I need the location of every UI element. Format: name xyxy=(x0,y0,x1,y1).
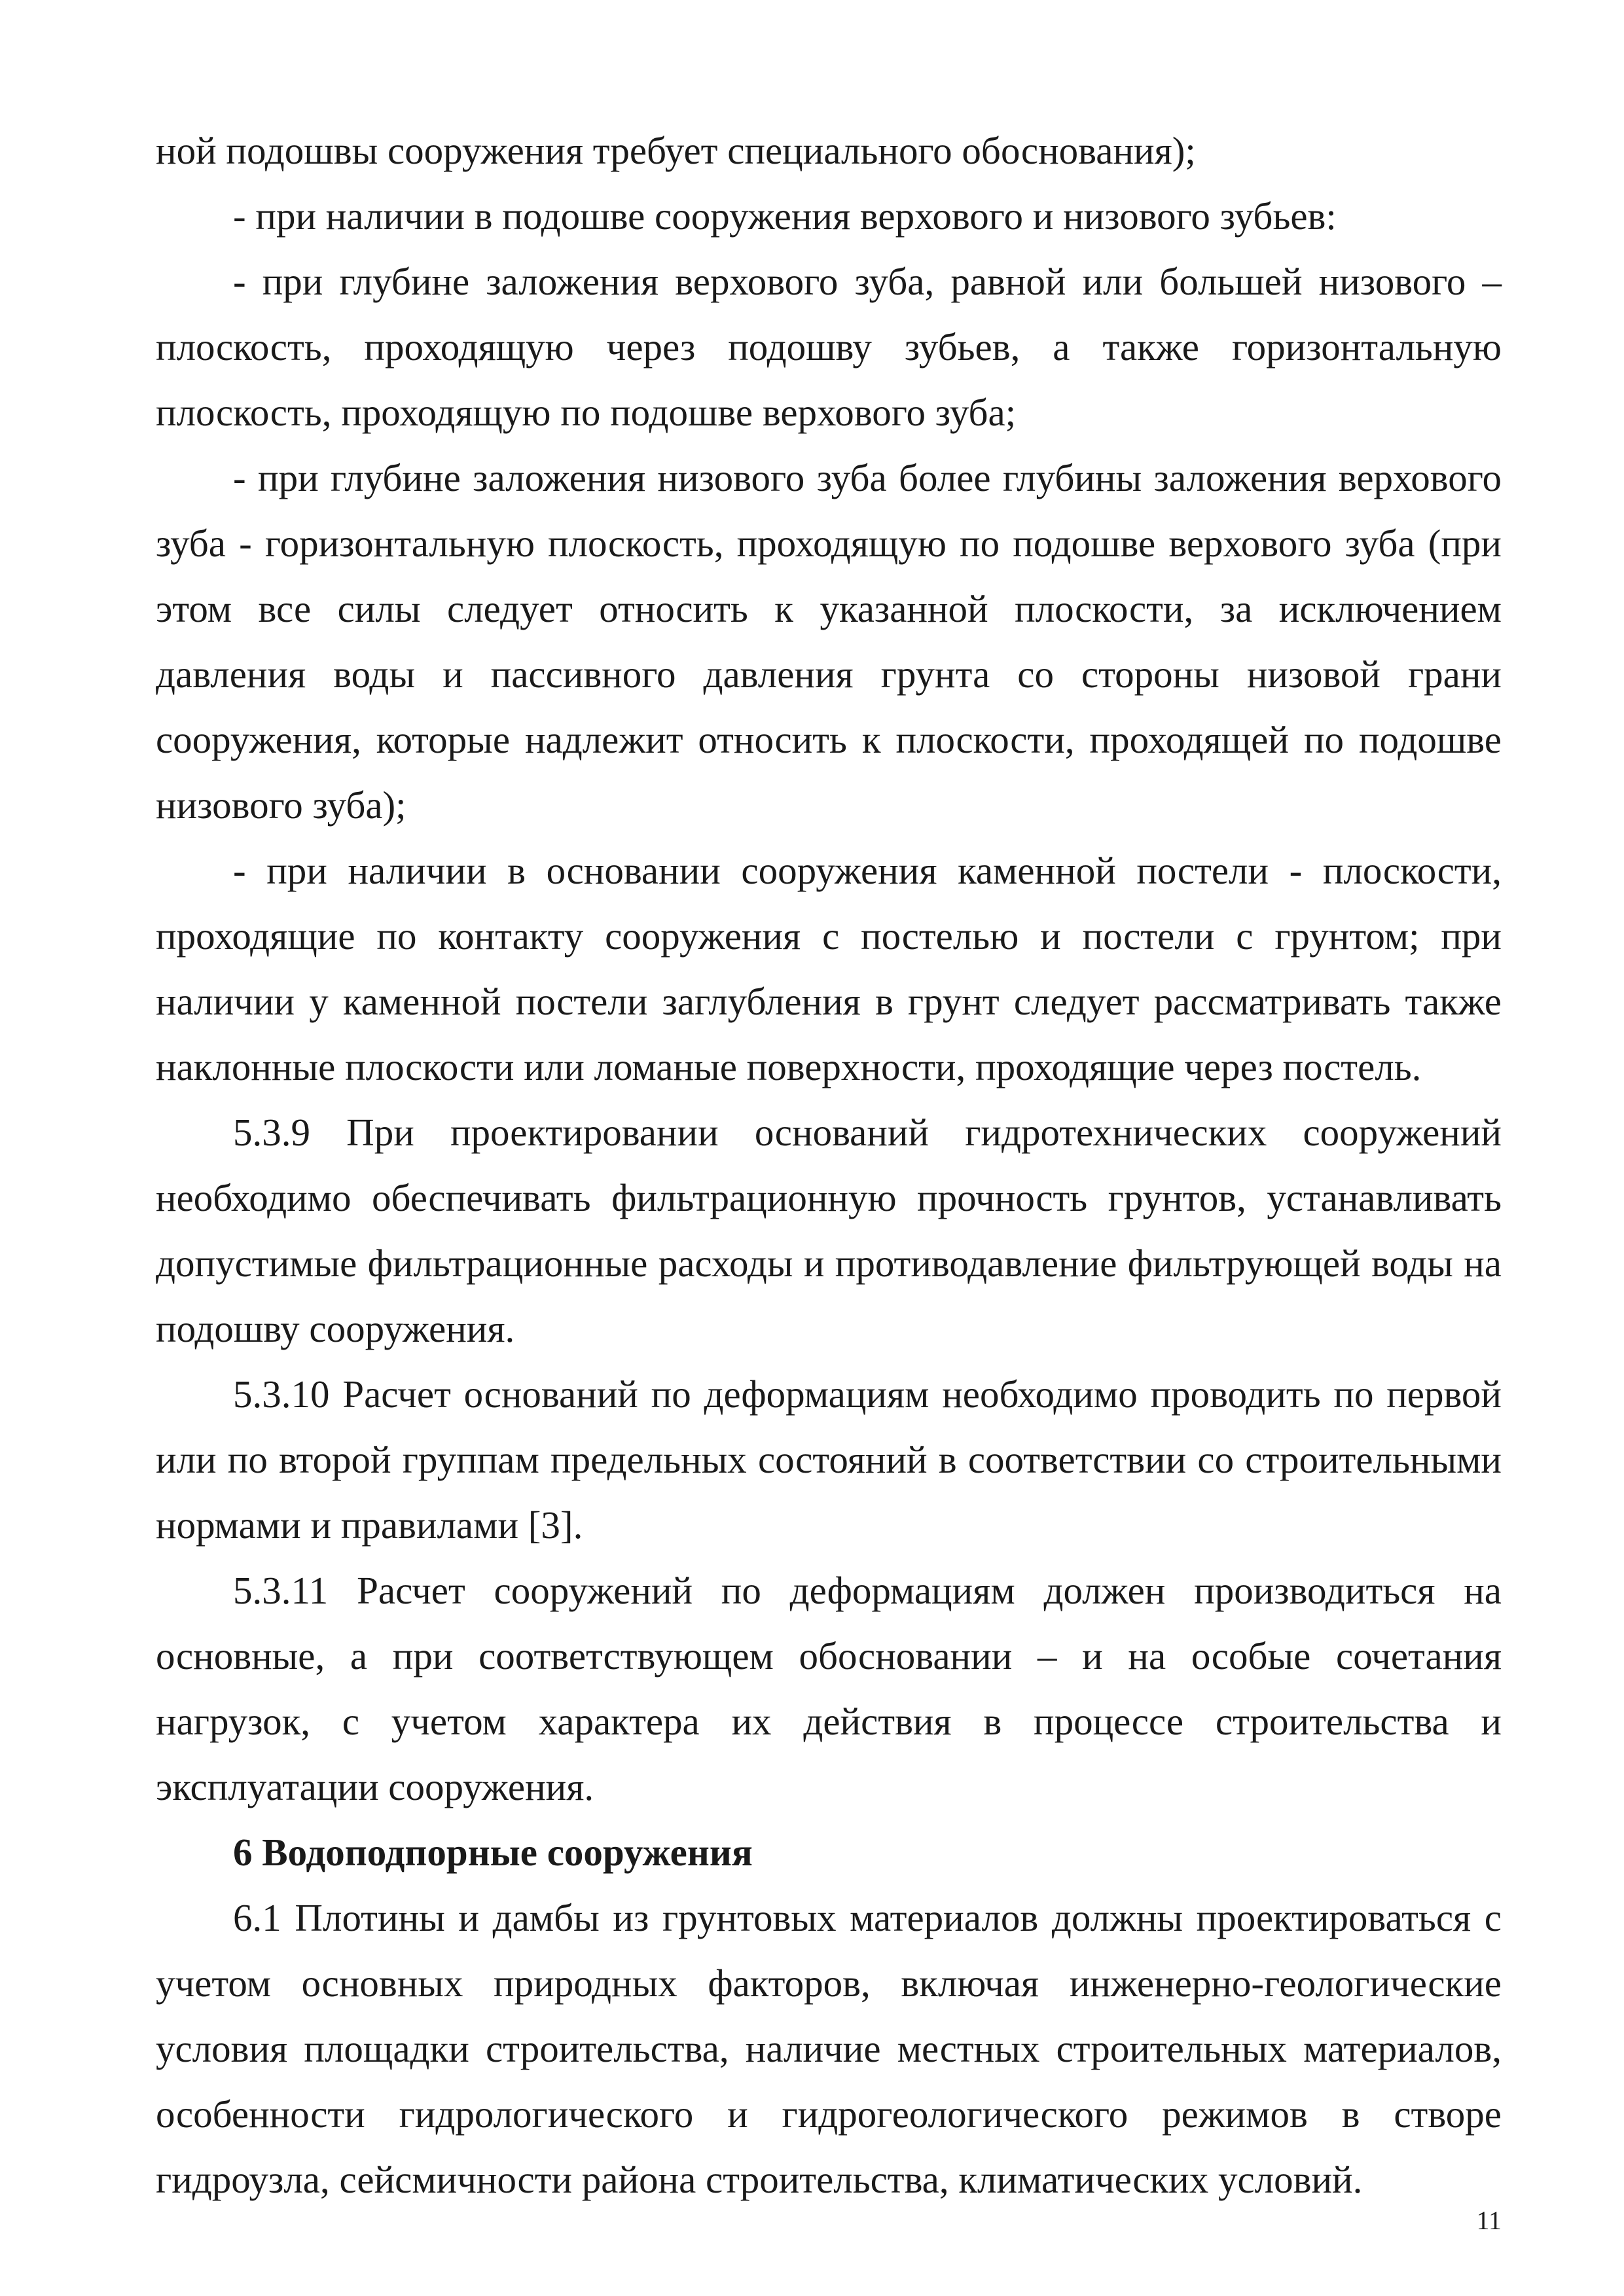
paragraph-continuation: ной подошвы сооружения требует специального обоснования); xyxy=(156,129,1196,172)
list-item-teeth: - при наличии в подошве сооружения верхового и низового зубьев: xyxy=(233,194,1337,238)
section-heading-6: 6 Водоподпорные сооружения xyxy=(233,1831,753,1874)
clause-5-3-11: 5.3.11 Расчет сооружений по деформациям должен производиться на основные, а при соответствующем обосновании – и на особые сочетания нагрузок, с учетом характера их действия в процессе строительства и эксплуатации сооружения. xyxy=(156,1569,1502,1808)
clause-5-3-10: 5.3.10 Расчет оснований по деформациям необходимо проводить по первой или по второй группам предельных состояний в соответствии со строительными нормами и правилами [3]. xyxy=(156,1372,1502,1547)
page-number: 11 xyxy=(1476,2206,1502,2235)
list-item-stone-bed: - при наличии в основании сооружения каменной постели - плоскости, проходящие по контакту сооружения с постелью и постели с грунтом; при наличии у каменной постели заглубления в грунт следует рассматривать также наклонные плоскости или ломаные поверхности, проходящие через постель. xyxy=(156,849,1502,1088)
clause-5-3-9: 5.3.9 При проектировании оснований гидротехнических сооружений необходимо обеспечивать фильтрационную прочность грунтов, устанавливать допустимые фильтрационные расходы и противодавление фильтрующей воды на подошву сооружения. xyxy=(156,1111,1502,1350)
document-page xyxy=(156,118,1502,2212)
list-item-lower-tooth: - при глубине заложения низового зуба более глубины заложения верхового зуба - горизонтальную плоскость, проходящую по подошве верхового зуба (при этом все силы следует относить к указанной плоскости, за исключением давления воды и пассивного давления грунта со стороны низовой грани сооружения, которые надлежит относить к плоскости, проходящей по подошве низового зуба); xyxy=(156,456,1502,827)
list-item-upper-tooth: - при глубине заложения верхового зуба, равной или большей низового – плоскость, проходящую через подошву зубьев, а также горизонтальную плоскость, проходящую по подошве верхового зуба; xyxy=(156,260,1502,434)
clause-6-1: 6.1 Плотины и дамбы из грунтовых материалов должны проектироваться с учетом основных природных факторов, включая инженерно-геологические условия площадки строительства, наличие местных строительных материалов, особенности гидрологического и гидрогеологического режимов в створе гидроузла, сейсмичности района строительства, климатических условий. xyxy=(156,1896,1502,2201)
